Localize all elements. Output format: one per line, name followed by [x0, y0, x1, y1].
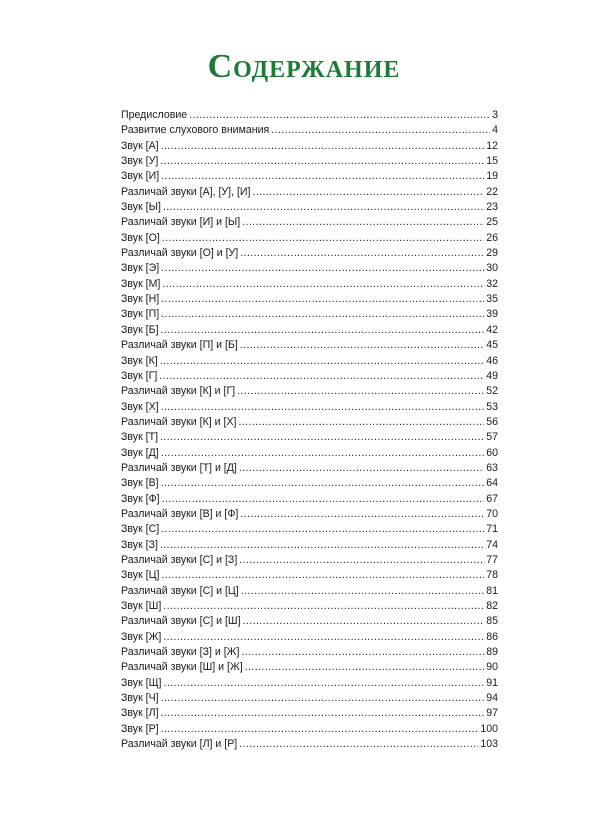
toc-entry: [121, 384, 498, 399]
toc-dot-leader: [164, 676, 485, 691]
toc-entry-label: Звук [Б]: [121, 323, 159, 336]
toc-entry: [121, 154, 498, 169]
toc-entry-label: Звук [О]: [121, 231, 160, 244]
toc-dot-leader: [161, 261, 484, 276]
toc-entry: [121, 338, 498, 353]
toc-dot-leader: [163, 630, 484, 645]
toc-dot-leader: [239, 461, 484, 476]
toc-dot-leader: [161, 169, 484, 184]
table-of-contents: [121, 108, 498, 752]
toc-entry-page-number: 15: [486, 155, 498, 168]
toc-dot-leader: [161, 568, 484, 583]
toc-entry: [121, 737, 498, 752]
toc-entry: [121, 292, 498, 307]
toc-entry-label: Звук [З]: [121, 538, 158, 551]
toc-entry-label: Звук [Щ]: [121, 676, 162, 689]
toc-entry: [121, 323, 498, 338]
toc-entry-label: Звук [Н]: [121, 293, 160, 306]
toc-entry: [121, 200, 498, 215]
toc-entry-label: Звук [Т]: [121, 431, 159, 444]
toc-dot-leader: [161, 476, 485, 491]
toc-entry: [121, 568, 498, 583]
toc-entry-label: Различай звуки [Л] и [Р]: [121, 738, 238, 751]
toc-entry-label: Различай звуки [П] и [Б]: [121, 339, 238, 352]
toc-entry-label: Различай звуки [К] и [Х]: [121, 415, 237, 428]
toc-entry-label: Различай звуки [С] и [Ц]: [121, 584, 239, 597]
toc-entry: [121, 614, 498, 629]
toc-entry-page-number: 97: [486, 707, 498, 720]
toc-dot-leader: [162, 492, 485, 507]
toc-entry: [121, 660, 498, 675]
toc-entry-label: Различай звуки [С] и [З]: [121, 553, 238, 566]
toc-entry: [121, 215, 498, 230]
toc-entry-label: Предисловие: [121, 109, 188, 121]
toc-entry-page-number: 53: [486, 400, 498, 413]
toc-dot-leader: [240, 338, 484, 353]
toc-entry: [121, 706, 498, 721]
toc-dot-leader: [163, 599, 484, 614]
toc-entry: [121, 231, 498, 246]
toc-dot-leader: [161, 446, 484, 461]
toc-entry-label: Различай звуки [А], [У], [И]: [121, 185, 251, 198]
toc-dot-leader: [252, 185, 484, 200]
toc-entry-page-number: 78: [486, 569, 498, 582]
toc-entry: [121, 676, 498, 691]
toc-dot-leader: [239, 737, 478, 752]
toc-entry-page-number: 81: [486, 584, 498, 597]
toc-entry: [121, 108, 498, 123]
toc-dot-leader: [241, 645, 484, 660]
toc-entry: [121, 246, 498, 261]
toc-entry: [121, 476, 498, 491]
toc-entry-page-number: 52: [486, 385, 498, 398]
toc-entry-page-number: 60: [486, 446, 498, 459]
toc-dot-leader: [162, 277, 484, 292]
toc-entry-page-number: 35: [486, 293, 498, 306]
toc-entry-label: Различай звуки [Ш] и [Ж]: [121, 661, 243, 674]
toc-entry: [121, 446, 498, 461]
toc-dot-leader: [240, 246, 484, 261]
toc-dot-leader: [161, 139, 485, 154]
toc-entry-page-number: 32: [486, 277, 498, 290]
toc-entry-label: Звук [Х]: [121, 400, 159, 413]
toc-dot-leader: [159, 369, 484, 384]
toc-entry-label: Звук [Ц]: [121, 569, 160, 582]
toc-entry-page-number: 64: [486, 477, 498, 490]
toc-entry: [121, 553, 498, 568]
toc-entry-label: Звук [К]: [121, 354, 158, 367]
toc-dot-leader: [240, 507, 484, 522]
page-title: Содержание: [207, 48, 401, 85]
toc-entry-label: Звук [И]: [121, 170, 160, 183]
toc-dot-leader: [241, 584, 484, 599]
toc-entry-label: Различай звуки [Т] и [Д]: [121, 461, 237, 474]
toc-dot-leader: [161, 292, 484, 307]
toc-entry-label: Различай звуки [С] и [Ш]: [121, 615, 241, 628]
toc-entry-page-number: 42: [486, 323, 498, 336]
toc-entry: [121, 139, 498, 154]
toc-dot-leader: [161, 706, 485, 721]
toc-entry-page-number: 30: [486, 262, 498, 275]
toc-entry-page-number: 3: [492, 109, 498, 121]
toc-entry-label: Звук [С]: [121, 523, 160, 536]
toc-dot-leader: [160, 538, 484, 553]
toc-entry-label: Звук [Ж]: [121, 630, 162, 643]
toc-entry-page-number: 70: [486, 507, 498, 520]
toc-entry-label: Звук [В]: [121, 477, 159, 490]
toc-dot-leader: [271, 123, 490, 138]
toc-dot-leader: [160, 354, 484, 369]
toc-entry: [121, 492, 498, 507]
toc-entry-page-number: 23: [486, 201, 498, 214]
toc-entry-page-number: 63: [486, 461, 498, 474]
toc-entry: [121, 369, 498, 384]
toc-dot-leader: [163, 200, 484, 215]
toc-entry-label: Звук [Ф]: [121, 492, 160, 505]
toc-dot-leader: [161, 400, 485, 415]
toc-entry-label: Звук [Ы]: [121, 201, 161, 214]
toc-entry-page-number: 67: [486, 492, 498, 505]
toc-entry: [121, 461, 498, 476]
toc-entry-page-number: 46: [486, 354, 498, 367]
toc-entry-label: Различай звуки [И] и [Ы]: [121, 216, 241, 229]
toc-entry-page-number: 22: [486, 185, 498, 198]
toc-dot-leader: [160, 430, 484, 445]
toc-entry-label: Звук [Г]: [121, 369, 158, 382]
toc-entry: [121, 277, 498, 292]
toc-entry-label: Звук [Д]: [121, 446, 159, 459]
toc-entry-page-number: 25: [486, 216, 498, 229]
toc-entry-label: Звук [М]: [121, 277, 161, 290]
toc-entry-page-number: 12: [486, 139, 498, 152]
toc-entry-page-number: 82: [486, 600, 498, 612]
toc-entry: [121, 691, 498, 706]
toc-entry-label: Звук [Л]: [121, 707, 159, 720]
toc-entry-page-number: 74: [486, 538, 498, 551]
toc-entry-label: Звук [П]: [121, 308, 160, 321]
toc-entry: [121, 400, 498, 415]
toc-entry-page-number: 77: [486, 553, 498, 566]
toc-entry-page-number: 45: [486, 339, 498, 352]
toc-dot-leader: [238, 415, 484, 430]
toc-entry-page-number: 86: [486, 630, 498, 643]
toc-entry-label: Различай звуки [О] и [У]: [121, 247, 239, 260]
toc-dot-leader: [160, 154, 484, 169]
toc-entry: [121, 722, 498, 737]
toc-entry-page-number: 4: [492, 124, 498, 137]
toc-entry-page-number: 56: [486, 415, 498, 428]
toc-dot-leader: [239, 553, 484, 568]
toc-dot-leader: [162, 231, 484, 246]
toc-dot-leader: [243, 614, 485, 629]
toc-entry: [121, 307, 498, 322]
toc-entry: [121, 630, 498, 645]
toc-entry: [121, 354, 498, 369]
toc-entry: [121, 507, 498, 522]
toc-entry-page-number: 57: [486, 431, 498, 444]
toc-entry: [121, 185, 498, 200]
toc-entry: [121, 415, 498, 430]
toc-entry: [121, 584, 498, 599]
toc-entry-label: Звук [У]: [121, 155, 159, 168]
toc-entry-label: Звук [Э]: [121, 262, 160, 275]
toc-dot-leader: [189, 108, 490, 123]
toc-entry-page-number: 39: [486, 308, 498, 321]
toc-entry-page-number: 26: [486, 231, 498, 244]
toc-dot-leader: [161, 691, 485, 706]
toc-dot-leader: [242, 215, 484, 230]
toc-entry-label: Звук [Ч]: [121, 692, 159, 705]
toc-entry-page-number: 100: [480, 722, 498, 735]
toc-entry-label: Развитие слухового внимания: [121, 124, 270, 137]
toc-dot-leader: [237, 384, 484, 399]
toc-dot-leader: [161, 522, 484, 537]
toc-entry: [121, 538, 498, 553]
toc-entry: [121, 645, 498, 660]
toc-entry-page-number: 91: [486, 676, 498, 689]
toc-entry-page-number: 85: [486, 615, 498, 628]
toc-entry-label: Звук [Ш]: [121, 600, 162, 612]
toc-entry-label: Различай звуки [З] и [Ж]: [121, 646, 240, 659]
toc-dot-leader: [161, 323, 485, 338]
toc-entry-page-number: 19: [486, 170, 498, 183]
toc-entry-page-number: 103: [480, 738, 498, 751]
toc-entry: [121, 123, 498, 138]
toc-entry: [121, 599, 498, 614]
toc-entry-page-number: 94: [486, 692, 498, 705]
toc-dot-leader: [161, 307, 484, 322]
toc-entry-page-number: 71: [486, 523, 498, 536]
toc-entry-label: Различай звуки [К] и [Г]: [121, 385, 236, 398]
toc-dot-leader: [245, 660, 484, 675]
toc-dot-leader: [161, 722, 479, 737]
toc-entry: [121, 261, 498, 276]
toc-entry: [121, 430, 498, 445]
toc-entry-page-number: 49: [486, 369, 498, 382]
toc-entry-page-number: 89: [486, 646, 498, 659]
toc-entry-label: Различай звуки [В] и [Ф]: [121, 507, 239, 520]
toc-entry-label: Звук [А]: [121, 139, 159, 152]
toc-entry-page-number: 90: [486, 661, 498, 674]
toc-entry-page-number: 29: [486, 247, 498, 260]
toc-entry: [121, 522, 498, 537]
toc-entry: [121, 169, 498, 184]
toc-entry-label: Звук [Р]: [121, 722, 159, 735]
